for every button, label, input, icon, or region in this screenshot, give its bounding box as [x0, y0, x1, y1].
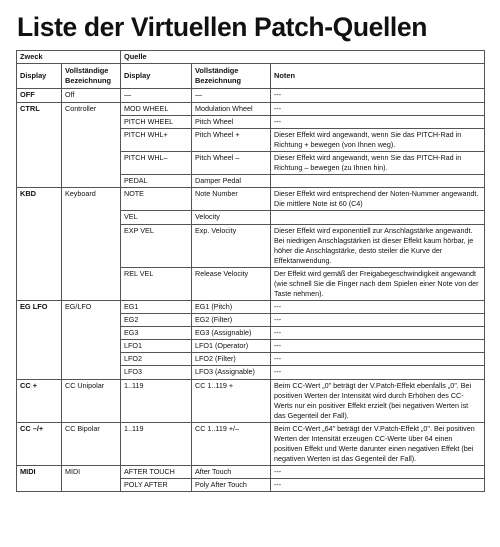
note-cell: Der Effekt wird gemäß der Freigabegeschwindigkeit angewandt (wie schnell Sie die Finger nach dem Spielen einer Note von der Taste nehmen). — [271, 267, 485, 300]
source-display-cell: PEDAL — [121, 175, 192, 188]
note-cell: --- — [271, 366, 485, 379]
header-quelle: Quelle — [121, 51, 485, 64]
purpose-name-cell: Controller — [62, 102, 121, 188]
source-display-cell: VEL — [121, 211, 192, 224]
table-row — [17, 466, 485, 479]
note-cell: --- — [271, 353, 485, 366]
note-cell: --- — [271, 89, 485, 102]
source-full-name-cell: Poly After Touch — [192, 479, 271, 492]
purpose-code-cell: CC + — [17, 379, 62, 422]
purpose-name-cell: CC Unipolar — [62, 379, 121, 422]
source-full-name-cell: EG2 (Filter) — [192, 314, 271, 327]
source-full-name-cell: CC 1..119 +/– — [192, 422, 271, 465]
source-full-name-cell: CC 1..119 + — [192, 379, 271, 422]
table-group-header-row — [17, 51, 485, 64]
note-cell: Beim CC-Wert „64" beträgt der V.Patch-Effekt „0". Bei positiven Werten der Intensität erzeugen CC-Werte über 64 einen positiven Effekt und Werte darunter einen negativen Effekt (bei negativen Werten ist das Gegenteil der Fall). — [271, 422, 485, 465]
source-full-name-cell: Velocity — [192, 211, 271, 224]
header-notes: Noten — [271, 64, 485, 89]
header-zweck: Zweck — [17, 51, 121, 64]
note-cell: --- — [271, 115, 485, 128]
note-cell: --- — [271, 301, 485, 314]
table-row — [17, 102, 485, 115]
note-cell: Dieser Effekt wird entsprechend der Noten-Nummer angewandt. Die mittlere Note ist 60 (C4) — [271, 188, 485, 211]
source-display-cell: LFO1 — [121, 340, 192, 353]
purpose-code-cell: EG LFO — [17, 301, 62, 379]
source-display-cell: — — [121, 89, 192, 102]
note-cell: --- — [271, 479, 485, 492]
source-full-name-cell: Pitch Wheel + — [192, 128, 271, 151]
source-full-name-cell: Release Velocity — [192, 267, 271, 300]
table-row — [17, 422, 485, 465]
note-cell — [271, 211, 485, 224]
source-display-cell: PITCH WHL– — [121, 152, 192, 175]
source-display-cell: EG3 — [121, 327, 192, 340]
table-row — [17, 301, 485, 314]
source-full-name-cell: Modulation Wheel — [192, 102, 271, 115]
table-column-header-row — [17, 64, 485, 89]
source-display-cell: MOD WHEEL — [121, 102, 192, 115]
source-display-cell: EG1 — [121, 301, 192, 314]
source-display-cell: LFO2 — [121, 353, 192, 366]
note-cell: Dieser Effekt wird exponentiell zur Anschlagstärke angewandt. Bei niedrigen Anschlagstärken ist dieser Effekt kaum hörbar, je höher die Anschlagstärke, desto steiler die Kurve der Effektanwendung. — [271, 224, 485, 267]
source-full-name-cell: LFO2 (Filter) — [192, 353, 271, 366]
purpose-code-cell: CC –/+ — [17, 422, 62, 465]
source-display-cell: POLY AFTER — [121, 479, 192, 492]
note-cell: Dieser Effekt wird angewandt, wenn Sie das PITCH-Rad in Richtung + bewegen (von Ihnen weg). — [271, 128, 485, 151]
table-row — [17, 188, 485, 211]
source-display-cell: 1..119 — [121, 379, 192, 422]
source-full-name-cell: EG3 (Assignable) — [192, 327, 271, 340]
source-full-name-cell: Pitch Wheel – — [192, 152, 271, 175]
source-display-cell: PITCH WHL+ — [121, 128, 192, 151]
source-display-cell: NOTE — [121, 188, 192, 211]
note-cell: Beim CC-Wert „0" beträgt der V.Patch-Effekt ebenfalls „0". Bei positiven Werten der Intensität wird durch Erhöhen des CC-Werts nur ein positiver Effekt erzielt (bei negativen Werten ist das Gegenteil der Fall). — [271, 379, 485, 422]
header-display: Display — [17, 64, 62, 89]
header-full-name: Vollständige Bezeichnung — [62, 64, 121, 89]
source-full-name-cell: Pitch Wheel — [192, 115, 271, 128]
note-cell: --- — [271, 340, 485, 353]
purpose-code-cell: OFF — [17, 89, 62, 102]
table-body — [17, 89, 485, 492]
page-title: Liste der Virtuellen Patch-Quellen — [17, 12, 428, 42]
header-source-full-name: Vollständige Bezeichnung — [192, 64, 271, 89]
purpose-name-cell: EG/LFO — [62, 301, 121, 379]
note-cell: --- — [271, 314, 485, 327]
purpose-name-cell: Off — [62, 89, 121, 102]
source-display-cell: EXP VEL — [121, 224, 192, 267]
source-display-cell: PITCH WHEEL — [121, 115, 192, 128]
note-cell: --- — [271, 466, 485, 479]
note-cell: --- — [271, 327, 485, 340]
source-full-name-cell: LFO3 (Assignable) — [192, 366, 271, 379]
table-row — [17, 89, 485, 102]
table-row — [17, 379, 485, 422]
patch-source-table — [16, 50, 485, 492]
source-display-cell: REL VEL — [121, 267, 192, 300]
source-full-name-cell: After Touch — [192, 466, 271, 479]
purpose-name-cell: Keyboard — [62, 188, 121, 301]
source-full-name-cell: Exp. Velocity — [192, 224, 271, 267]
purpose-name-cell: CC Bipolar — [62, 422, 121, 465]
purpose-code-cell: CTRL — [17, 102, 62, 188]
purpose-code-cell: MIDI — [17, 466, 62, 492]
purpose-name-cell: MIDI — [62, 466, 121, 492]
source-display-cell: LFO3 — [121, 366, 192, 379]
source-display-cell: 1..119 — [121, 422, 192, 465]
source-full-name-cell: Note Number — [192, 188, 271, 211]
source-display-cell: AFTER TOUCH — [121, 466, 192, 479]
source-full-name-cell: LFO1 (Operator) — [192, 340, 271, 353]
header-source-display: Display — [121, 64, 192, 89]
source-full-name-cell: Damper Pedal — [192, 175, 271, 188]
source-full-name-cell: — — [192, 89, 271, 102]
note-cell: --- — [271, 102, 485, 115]
source-display-cell: EG2 — [121, 314, 192, 327]
note-cell — [271, 175, 485, 188]
source-full-name-cell: EG1 (Pitch) — [192, 301, 271, 314]
purpose-code-cell: KBD — [17, 188, 62, 301]
note-cell: Dieser Effekt wird angewandt, wenn Sie das PITCH-Rad in Richtung – bewegen (zu Ihnen hin). — [271, 152, 485, 175]
